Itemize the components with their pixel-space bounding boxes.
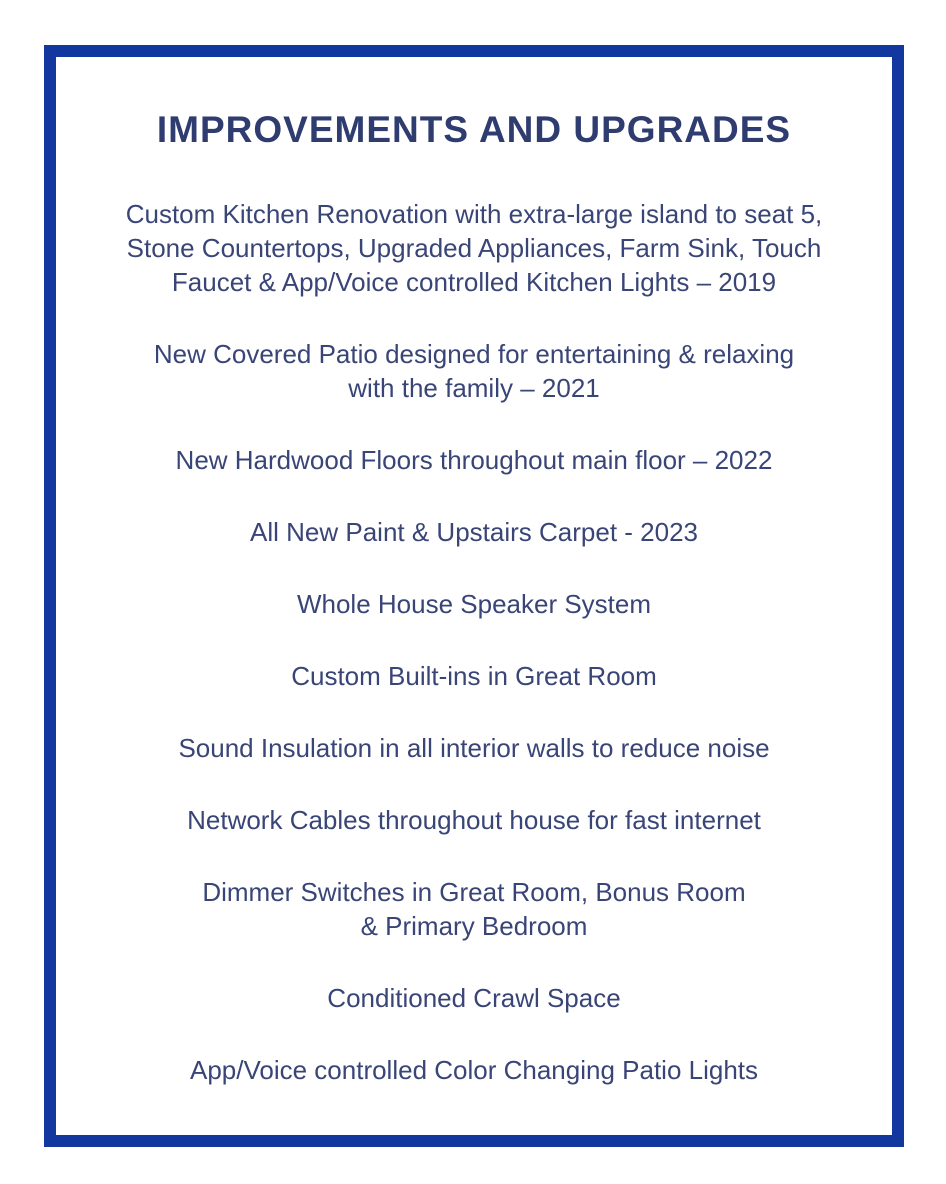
list-item	[84, 1053, 864, 1087]
list-item	[84, 875, 864, 943]
page-border	[44, 45, 904, 1147]
document-content	[56, 57, 892, 1087]
list-item-line: Sound Insulation in all interior walls to reduce noise	[178, 733, 770, 763]
page-title: IMPROVEMENTS AND UPGRADES	[156, 109, 792, 150]
list-item-line: Conditioned Crawl Space	[327, 983, 621, 1013]
list-item-line: Network Cables throughout house for fast internet	[187, 805, 761, 835]
list-item-line: App/Voice controlled Color Changing Patio Lights	[189, 1055, 759, 1085]
list-item-line: Whole House Speaker System	[296, 589, 652, 619]
list-item-line: Custom Built-ins in Great Room	[291, 661, 657, 691]
list-item-line: & Primary Bedroom	[360, 911, 588, 941]
improvements-list	[84, 197, 864, 1087]
list-item-line: Faucet & App/Voice controlled Kitchen Lights – 2019	[171, 267, 777, 297]
list-item	[84, 659, 864, 693]
list-item-line: New Covered Patio designed for entertaining & relaxing	[153, 339, 795, 369]
list-item-line: New Hardwood Floors throughout main floor – 2022	[175, 445, 773, 475]
list-item-line: All New Paint & Upstairs Carpet - 2023	[250, 517, 698, 547]
list-item	[84, 587, 864, 621]
list-item	[84, 443, 864, 477]
list-item	[84, 803, 864, 837]
list-item-line: Dimmer Switches in Great Room, Bonus Room	[202, 877, 746, 907]
list-item	[84, 981, 864, 1015]
list-item-line: Custom Kitchen Renovation with extra-large island to seat 5,	[125, 199, 823, 229]
list-item-line: with the family – 2021	[348, 373, 600, 403]
list-item	[84, 337, 864, 405]
list-item	[84, 515, 864, 549]
list-item-line: Stone Countertops, Upgraded Appliances, Farm Sink, Touch	[126, 233, 822, 263]
list-item	[84, 197, 864, 299]
list-item	[84, 731, 864, 765]
